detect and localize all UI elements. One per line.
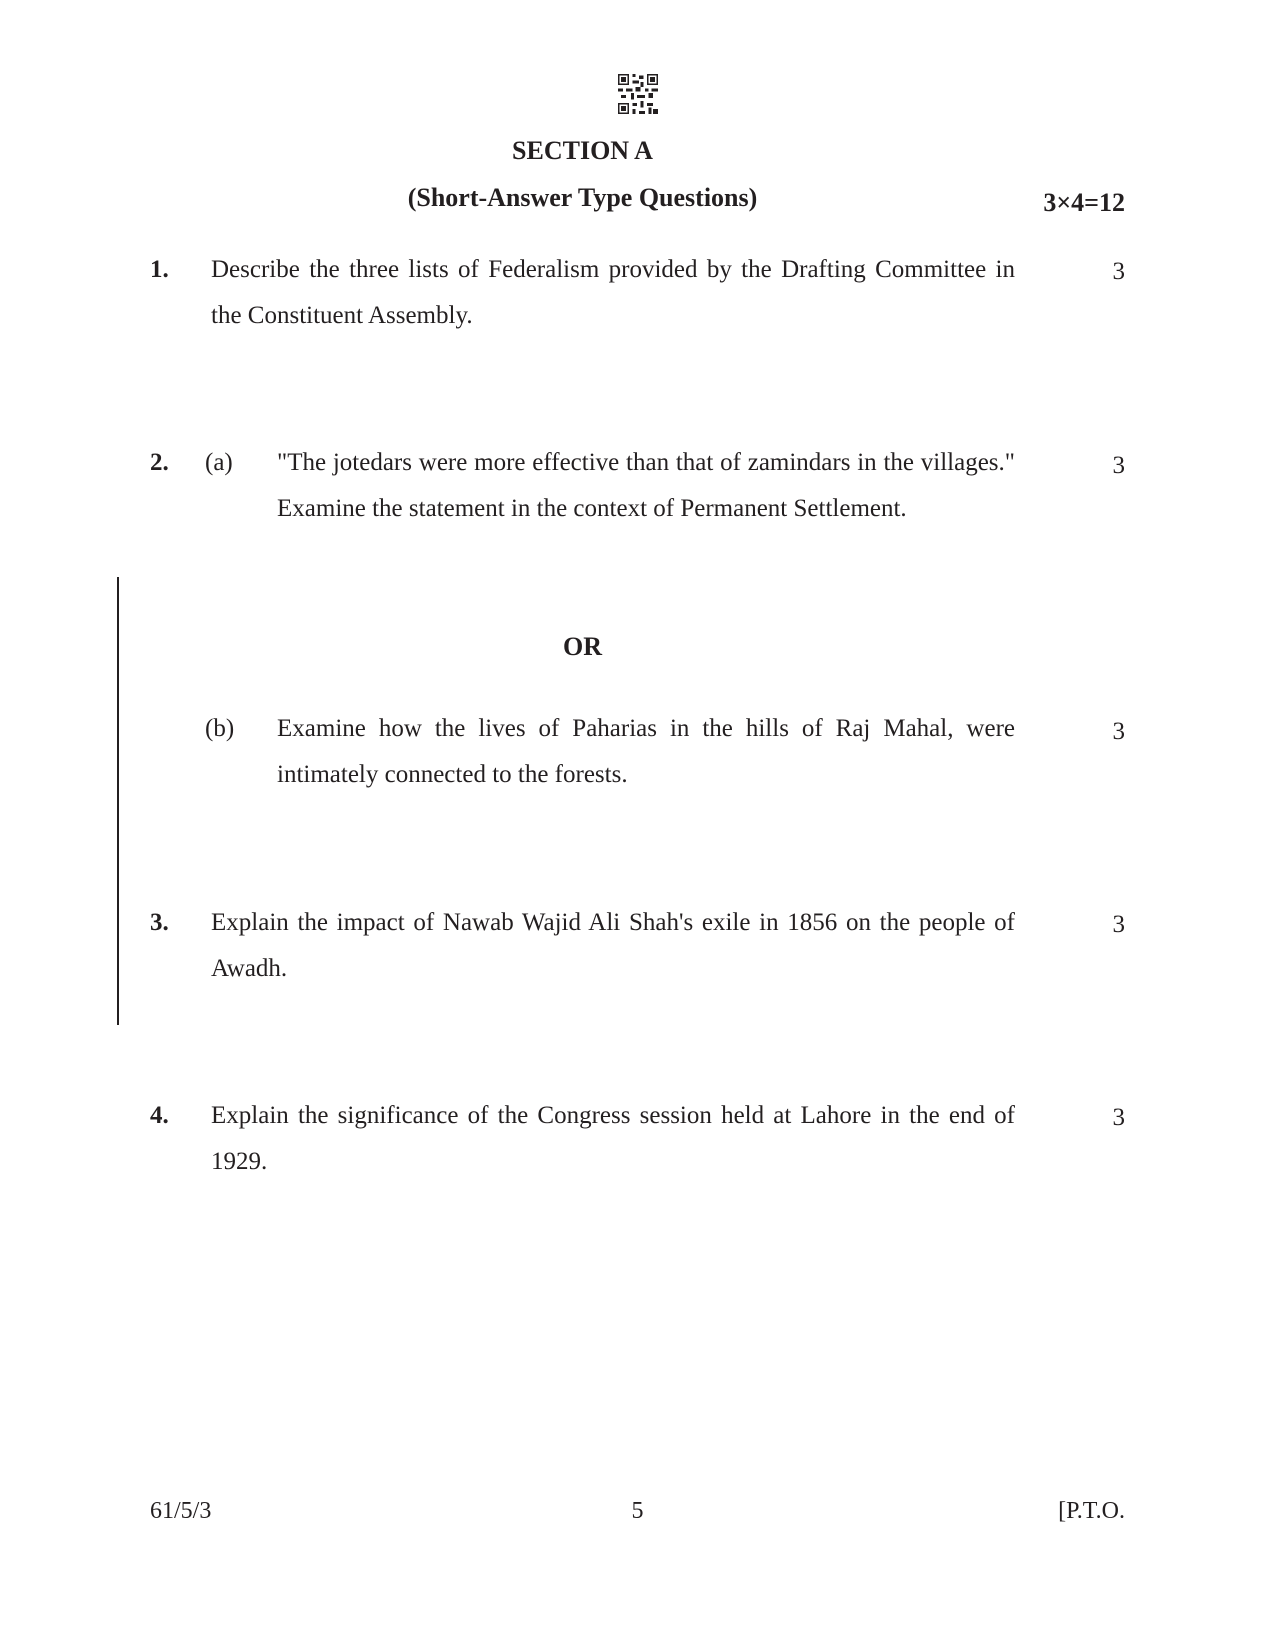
- footer-paper-code: 61/5/3: [150, 1498, 212, 1524]
- question-2b-marks: 3: [1112, 718, 1125, 745]
- question-4-text: Explain the significance of the Congress session held at Lahore in the end of 1929.: [211, 1102, 1015, 1175]
- section-subtitle: (Short-Answer Type Questions): [407, 183, 758, 212]
- section-title: SECTION A: [512, 136, 653, 165]
- question-1-marks: 3: [1112, 258, 1125, 285]
- question-4-number: 4.: [150, 1102, 169, 1129]
- question-1-text: Describe the three lists of Federalism provided by the Drafting Committee in the Constituent Assembly.: [211, 256, 1015, 329]
- question-2-number: 2.: [150, 449, 169, 476]
- margin-change-bar: [117, 577, 119, 1025]
- question-3-marks: 3: [1112, 911, 1125, 938]
- question-4-marks: 3: [1112, 1104, 1125, 1131]
- question-2b-text: Examine how the lives of Paharias in the hills of Raj Mahal, were intimately connected to the forests.: [277, 715, 1015, 788]
- question-3-number: 3.: [150, 909, 169, 936]
- section-marks: 3×4=12: [1043, 188, 1125, 217]
- question-1-number: 1.: [150, 256, 169, 283]
- question-2a-label: (a): [205, 449, 233, 476]
- question-2a-text: "The jotedars were more effective than that of zamindars in the villages." Examine the statement in the context of Permanent Settlement.: [277, 449, 1015, 522]
- footer-page-number: 5: [631, 1498, 644, 1524]
- qr-code-icon: [618, 74, 658, 114]
- footer-pto: [P.T.O.: [1058, 1498, 1125, 1524]
- question-2b-label: (b): [205, 715, 235, 742]
- question-2a-marks: 3: [1112, 452, 1125, 479]
- question-3-text: Explain the impact of Nawab Wajid Ali Shah's exile in 1856 on the people of Awadh.: [211, 909, 1015, 982]
- or-label: OR: [563, 632, 602, 661]
